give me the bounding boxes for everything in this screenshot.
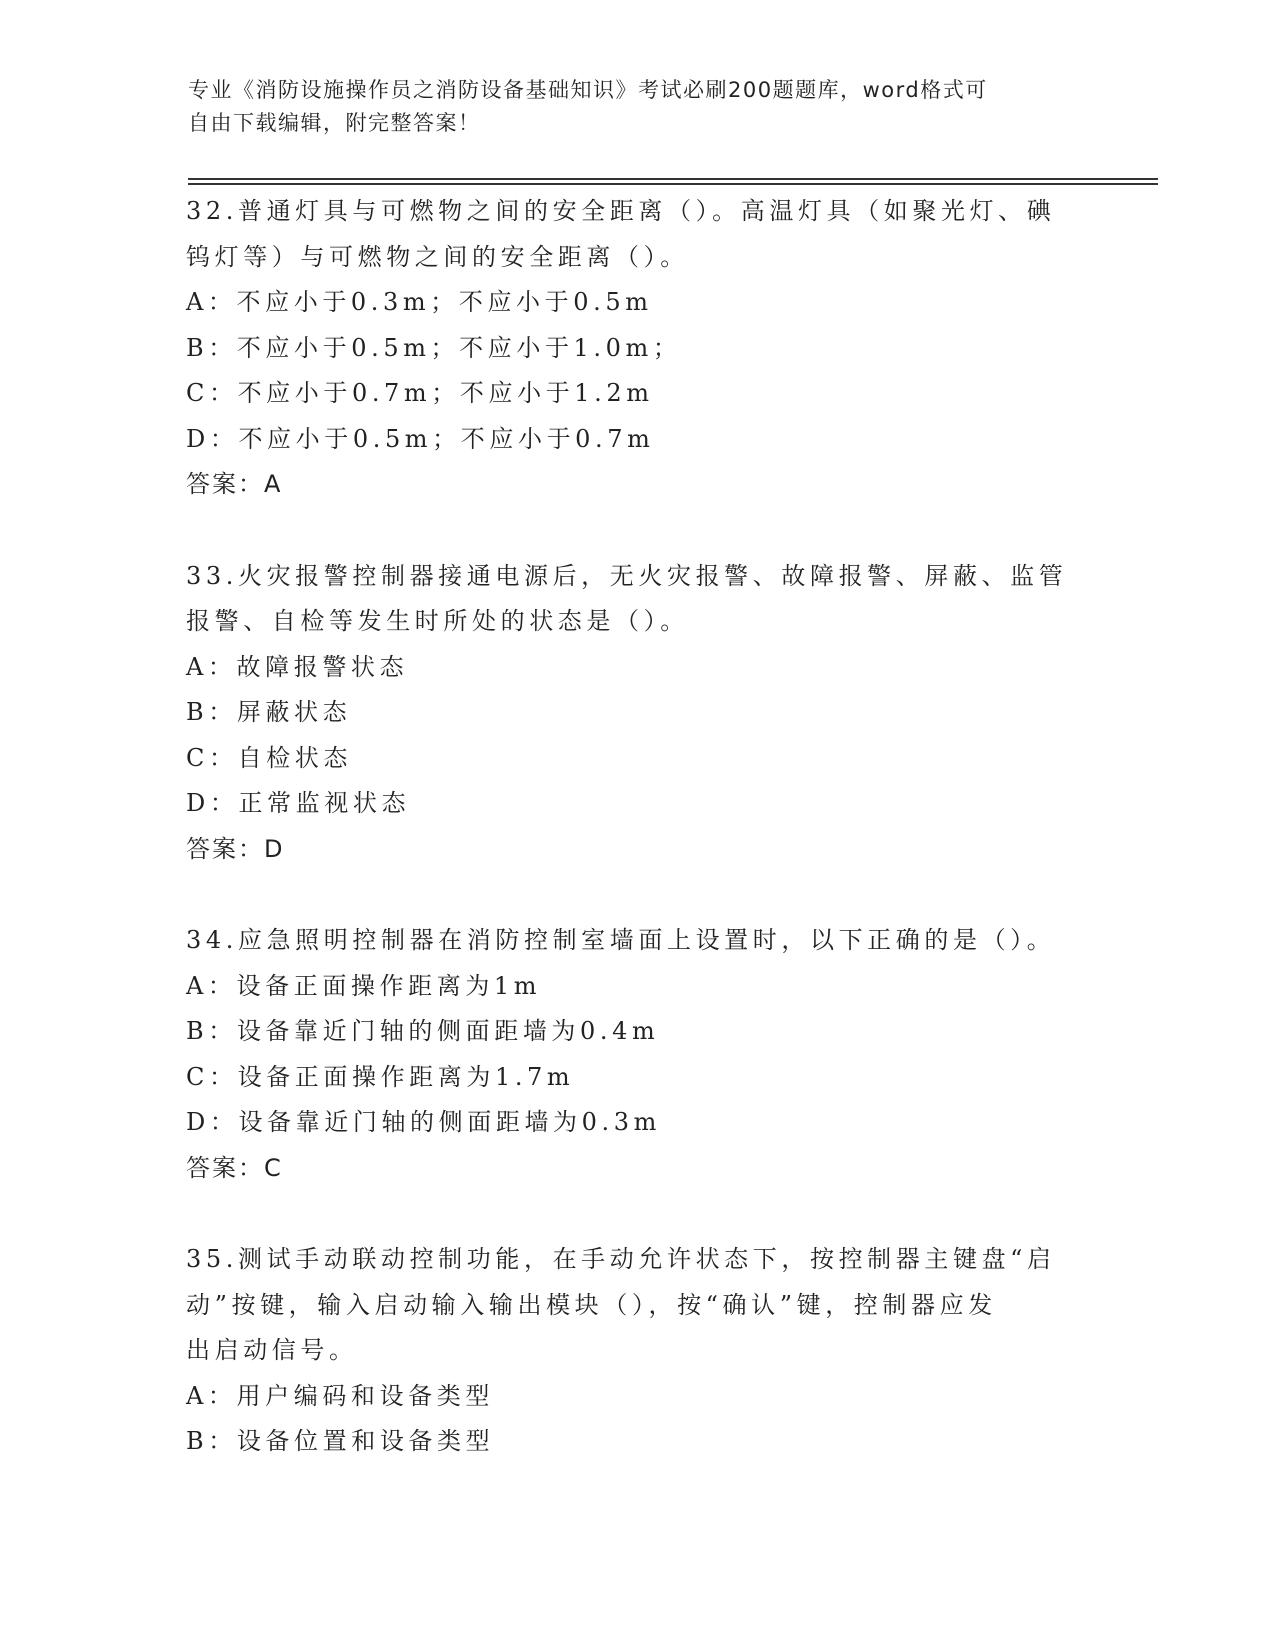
question-33 [186,554,1086,873]
option-c: C：自检状态 [186,743,352,772]
question-stem-line: 报警、自检等发生时所处的状态是（）。 [186,607,689,635]
question-35 [186,1237,1086,1465]
question-list [186,189,1086,1465]
question-stem-line: 32.普通灯具与可燃物之间的安全距离（）。高温灯具（如聚光灯、碘 [186,197,1056,225]
document-header [188,74,1068,140]
option-d: D：设备靠近门轴的侧面距墙为0.3m [186,1108,661,1136]
option-c: C：不应小于0.7m；不应小于1.2m [186,379,654,407]
option-d: D：正常监视状态 [186,789,411,817]
answer-line: 答案：D [186,834,285,863]
answer-line: 答案：A [186,470,283,498]
option-b: B：屏蔽状态 [186,698,352,726]
option-d: D：不应小于0.5m；不应小于0.7m [186,424,655,453]
question-stem-line: 钨灯等）与可燃物之间的安全距离（）。 [186,242,689,271]
question-34 [186,918,1086,1191]
answer-line: 答案：C [186,1153,283,1182]
question-stem-line: 动”按键，输入启动输入输出模块（），按“确认”键，控制器应发 [186,1290,997,1319]
option-a: A：不应小于0.3m；不应小于0.5m [186,288,653,316]
question-spacer [186,1191,1086,1237]
option-b: B：不应小于0.5m；不应小于1.0m； [186,333,682,362]
header-divider-bottom [188,183,1158,185]
option-a: A：故障报警状态 [186,652,409,681]
header-divider-top [188,178,1158,180]
question-stem-line: 33.火灾报警控制器接通电源后，无火灾报警、故障报警、屏蔽、监管 [186,561,1068,590]
header-line-2: 自由下载编辑，附完整答案！ [188,111,481,135]
question-stem-line: 出启动信号。 [186,1336,358,1364]
option-a: A：设备正面操作距离为1m [186,971,542,1000]
question-32 [186,189,1086,508]
option-a: A：用户编码和设备类型 [186,1381,494,1410]
header-line-1: 专业《消防设施操作员之消防设备基础知识》考试必刷200题题库，word格式可 [188,78,988,102]
question-stem-line: 34.应急照明控制器在消防控制室墙面上设置时，以下正确的是（）。 [186,926,1056,954]
question-spacer [186,872,1086,918]
option-b: B：设备位置和设备类型 [186,1427,495,1455]
question-spacer [186,508,1086,554]
question-stem-line: 35.测试手动联动控制功能，在手动允许状态下，按控制器主键盘“启 [186,1245,1056,1273]
option-b: B：设备靠近门轴的侧面距墙为0.4m [186,1017,660,1045]
option-c: C：设备正面操作距离为1.7m [186,1062,575,1091]
